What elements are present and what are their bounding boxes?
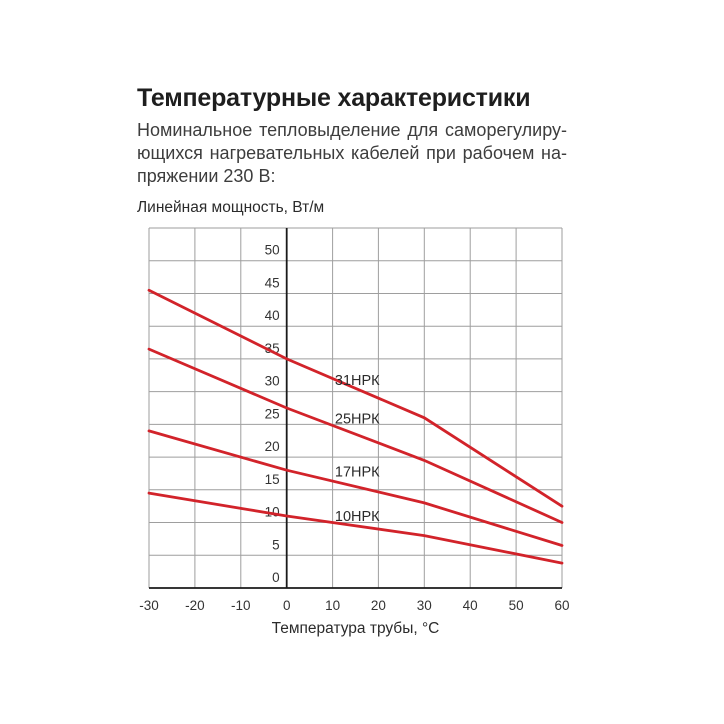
y-tick-label-20: 20 [264, 439, 280, 455]
x-tick-label--10: -10 [231, 598, 251, 613]
x-tick-label-0: 0 [282, 598, 291, 613]
y-tick-label-50: 50 [264, 242, 280, 258]
series-label-10НРК: 10НРК [334, 509, 380, 526]
description-line-1: Номинальное тепловыделение для саморегулиру- [137, 120, 567, 140]
y-tick-label-0: 0 [272, 570, 280, 585]
series-line-17НРК [149, 431, 562, 546]
y-tick-label-40: 40 [264, 308, 280, 324]
x-tick-label--30: -30 [139, 598, 159, 613]
x-axis-title: Температура трубы, °C [271, 620, 440, 637]
y-tick-label-45: 45 [264, 275, 280, 291]
x-tick-label-10: 10 [325, 598, 341, 613]
series-label-25НРК: 25НРК [334, 411, 380, 428]
y-tick-label-5: 5 [272, 537, 280, 553]
page-title: Температурные характеристики [137, 84, 531, 112]
y-tick-label-30: 30 [264, 373, 280, 389]
y-tick-label-25: 25 [264, 406, 280, 422]
x-tick-label--20: -20 [185, 598, 205, 613]
x-tick-label-60: 60 [554, 598, 570, 613]
y-tick-label-35: 35 [264, 340, 280, 356]
series-label-31НРК: 31НРК [334, 373, 380, 390]
y-tick-label-15: 15 [264, 471, 280, 487]
description-line-3: пряжении 230 В: [137, 166, 276, 186]
series-label-17НРК: 17НРК [334, 464, 380, 481]
series-line-10НРК [149, 493, 562, 563]
x-tick-label-30: 30 [416, 598, 432, 613]
x-tick-label-20: 20 [370, 598, 386, 613]
y-axis-title: Линейная мощность, Вт/м [137, 199, 325, 216]
x-tick-label-40: 40 [462, 598, 478, 613]
y-tick-label-10: 10 [264, 504, 280, 520]
x-tick-label-50: 50 [508, 598, 524, 613]
description-line-2: ющихся нагревательных кабелей при рабочем на- [137, 143, 567, 163]
